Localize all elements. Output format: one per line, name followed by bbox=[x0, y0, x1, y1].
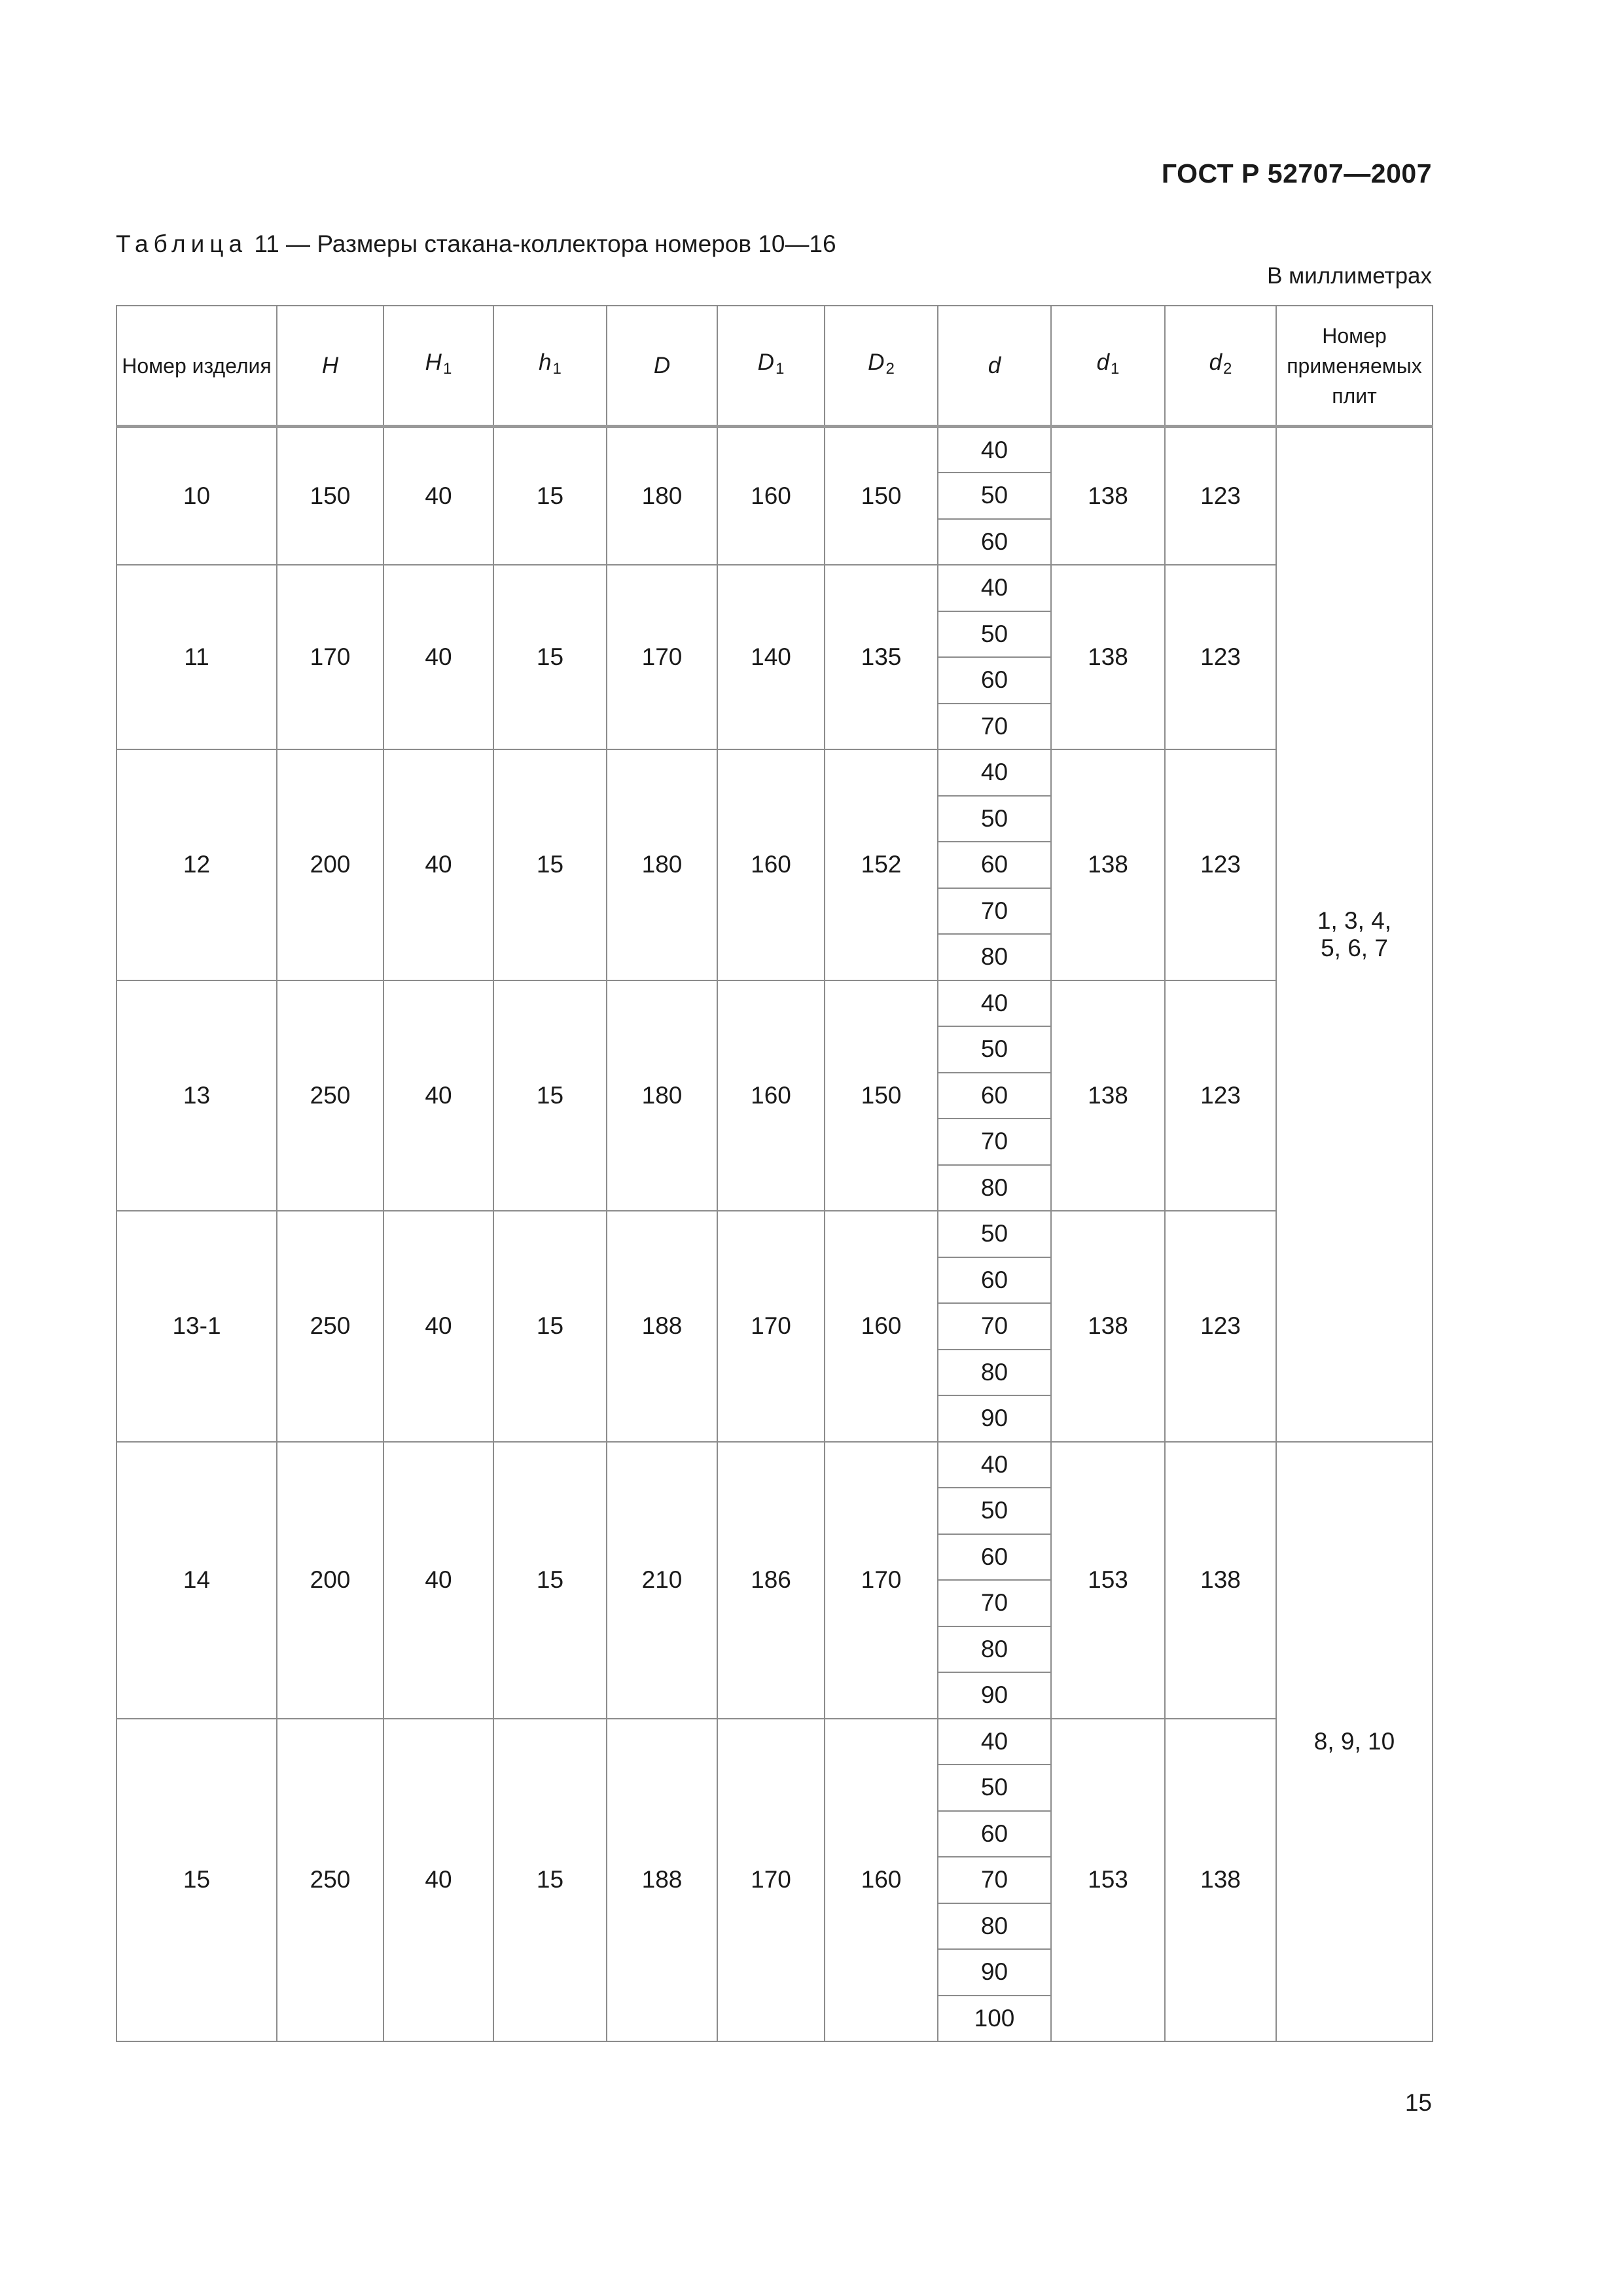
dimension-cell: 138 bbox=[1051, 427, 1165, 565]
d-value-cell: 50 bbox=[938, 473, 1051, 519]
column-symbol: d bbox=[1209, 349, 1222, 375]
column-header bbox=[277, 306, 383, 427]
d-value-cell: 80 bbox=[938, 1903, 1051, 1950]
column-subscript: 2 bbox=[1223, 359, 1232, 378]
d-value-cell: 50 bbox=[938, 611, 1051, 658]
column-header bbox=[717, 306, 825, 427]
d-value-cell: 100 bbox=[938, 1996, 1051, 2042]
d-value-cell: 80 bbox=[938, 1350, 1051, 1396]
dimension-cell: 138 bbox=[1051, 565, 1165, 749]
product-number-cell: 14 bbox=[116, 1442, 277, 1719]
dimension-cell: 250 bbox=[277, 1719, 383, 2042]
dimension-cell: 138 bbox=[1165, 1442, 1276, 1719]
dimension-cell: 40 bbox=[383, 427, 493, 565]
dimension-cell: 15 bbox=[493, 749, 607, 980]
column-header-label: Номер изделия bbox=[122, 353, 272, 378]
table-caption-text: 11 — Размеры стакана-коллектора номеров 10—16 bbox=[247, 230, 836, 257]
dimension-cell: 210 bbox=[607, 1442, 717, 1719]
plate-numbers-cell bbox=[1276, 1442, 1433, 2042]
dimension-cell: 140 bbox=[717, 565, 825, 749]
d-value-cell: 50 bbox=[938, 1026, 1051, 1073]
d-value-cell: 50 bbox=[938, 1765, 1051, 1811]
dimension-cell: 15 bbox=[493, 427, 607, 565]
page-number: 15 bbox=[1404, 2089, 1432, 2116]
plate-numbers-line: 1, 3, 4, bbox=[1317, 906, 1392, 934]
column-subscript: 1 bbox=[775, 359, 785, 378]
d-value-cell: 80 bbox=[938, 1626, 1051, 1673]
column-symbol: D bbox=[757, 349, 774, 375]
dimension-cell: 170 bbox=[607, 565, 717, 749]
dimension-cell: 160 bbox=[825, 1211, 938, 1442]
d-value-cell: 80 bbox=[938, 1165, 1051, 1211]
d-value-cell: 50 bbox=[938, 1488, 1051, 1534]
dimension-cell: 150 bbox=[277, 427, 383, 565]
dimension-cell: 123 bbox=[1165, 749, 1276, 980]
column-header bbox=[493, 306, 607, 427]
d-value-cell: 70 bbox=[938, 704, 1051, 750]
dimension-cell: 180 bbox=[607, 749, 717, 980]
table-row bbox=[116, 1211, 1433, 1257]
column-symbol: H bbox=[425, 349, 442, 375]
d-value-cell: 40 bbox=[938, 1442, 1051, 1488]
table-caption bbox=[116, 230, 836, 258]
column-symbol: d bbox=[988, 352, 1001, 378]
dimension-cell: 200 bbox=[277, 749, 383, 980]
d-value-cell: 60 bbox=[938, 1257, 1051, 1304]
d-value-cell: 70 bbox=[938, 1857, 1051, 1903]
d-value-cell: 60 bbox=[938, 842, 1051, 888]
column-header bbox=[825, 306, 938, 427]
column-header bbox=[116, 306, 277, 427]
dimension-cell: 153 bbox=[1051, 1442, 1165, 1719]
dimension-cell: 40 bbox=[383, 749, 493, 980]
dimension-cell: 123 bbox=[1165, 980, 1276, 1211]
dimension-cell: 188 bbox=[607, 1719, 717, 2042]
dimension-cell: 40 bbox=[383, 980, 493, 1211]
column-symbol: h bbox=[539, 349, 552, 375]
dimension-cell: 180 bbox=[607, 980, 717, 1211]
plate-numbers-line: 8, 9, 10 bbox=[1313, 1727, 1395, 1755]
column-symbol: D bbox=[653, 352, 671, 378]
d-value-cell: 40 bbox=[938, 749, 1051, 796]
d-value-cell: 60 bbox=[938, 519, 1051, 565]
d-value-cell: 70 bbox=[938, 888, 1051, 935]
dimensions-table bbox=[116, 305, 1433, 2042]
table-row bbox=[116, 749, 1433, 796]
d-value-cell: 60 bbox=[938, 1811, 1051, 1857]
dimension-cell: 153 bbox=[1051, 1719, 1165, 2042]
column-header bbox=[1165, 306, 1276, 427]
product-number-cell: 13 bbox=[116, 980, 277, 1211]
d-value-cell: 50 bbox=[938, 796, 1051, 842]
d-value-cell: 50 bbox=[938, 1211, 1051, 1257]
dimension-cell: 15 bbox=[493, 1442, 607, 1719]
header-row bbox=[116, 306, 1433, 427]
column-header bbox=[1276, 306, 1433, 427]
column-header bbox=[1051, 306, 1165, 427]
dimension-cell: 170 bbox=[825, 1442, 938, 1719]
table-row bbox=[116, 980, 1433, 1027]
dimension-cell: 40 bbox=[383, 1211, 493, 1442]
dimension-cell: 40 bbox=[383, 565, 493, 749]
dimension-cell: 150 bbox=[825, 427, 938, 565]
dimension-cell: 15 bbox=[493, 1719, 607, 2042]
dimension-cell: 160 bbox=[717, 427, 825, 565]
d-value-cell: 80 bbox=[938, 934, 1051, 980]
d-value-cell: 90 bbox=[938, 1395, 1051, 1442]
dimension-cell: 138 bbox=[1051, 980, 1165, 1211]
dimension-cell: 160 bbox=[717, 980, 825, 1211]
table-body bbox=[116, 427, 1433, 2042]
dimension-cell: 250 bbox=[277, 980, 383, 1211]
dimension-cell: 170 bbox=[717, 1719, 825, 2042]
dimension-cell: 135 bbox=[825, 565, 938, 749]
d-value-cell: 60 bbox=[938, 1534, 1051, 1581]
product-number-cell: 15 bbox=[116, 1719, 277, 2042]
dimension-cell: 170 bbox=[717, 1211, 825, 1442]
d-value-cell: 40 bbox=[938, 565, 1051, 611]
dimension-cell: 123 bbox=[1165, 1211, 1276, 1442]
dimension-cell: 200 bbox=[277, 1442, 383, 1719]
column-symbol: D bbox=[868, 349, 885, 375]
dimension-cell: 160 bbox=[717, 749, 825, 980]
column-header bbox=[938, 306, 1051, 427]
column-header-label: Номер применяемых плит bbox=[1287, 323, 1422, 408]
column-header bbox=[607, 306, 717, 427]
dimension-cell: 188 bbox=[607, 1211, 717, 1442]
dimension-cell: 40 bbox=[383, 1442, 493, 1719]
d-value-cell: 40 bbox=[938, 427, 1051, 473]
dimension-cell: 123 bbox=[1165, 427, 1276, 565]
plate-numbers-cell bbox=[1276, 427, 1433, 1442]
column-header bbox=[383, 306, 493, 427]
column-symbol: H bbox=[321, 352, 339, 378]
column-subscript: 1 bbox=[552, 359, 562, 378]
dimension-cell: 15 bbox=[493, 565, 607, 749]
d-value-cell: 60 bbox=[938, 657, 1051, 704]
dimension-cell: 152 bbox=[825, 749, 938, 980]
d-value-cell: 70 bbox=[938, 1303, 1051, 1350]
d-value-cell: 90 bbox=[938, 1949, 1051, 1996]
standard-designation: ГОСТ Р 52707—2007 bbox=[1161, 158, 1432, 188]
dimension-cell: 170 bbox=[277, 565, 383, 749]
product-number-cell: 10 bbox=[116, 427, 277, 565]
column-subscript: 1 bbox=[1111, 359, 1120, 378]
dimension-cell: 138 bbox=[1165, 1719, 1276, 2042]
dimension-cell: 138 bbox=[1051, 749, 1165, 980]
dimension-cell: 250 bbox=[277, 1211, 383, 1442]
table-row bbox=[116, 1719, 1433, 1765]
table-caption-word: Таблица bbox=[116, 230, 248, 257]
dimension-cell: 150 bbox=[825, 980, 938, 1211]
dimension-cell: 186 bbox=[717, 1442, 825, 1719]
table-row bbox=[116, 1442, 1433, 1488]
product-number-cell: 11 bbox=[116, 565, 277, 749]
column-subscript: 2 bbox=[885, 359, 895, 378]
plate-numbers-line: 5, 6, 7 bbox=[1321, 934, 1388, 961]
d-value-cell: 70 bbox=[938, 1119, 1051, 1165]
d-value-cell: 90 bbox=[938, 1672, 1051, 1719]
product-number-cell: 12 bbox=[116, 749, 277, 980]
dimension-cell: 15 bbox=[493, 980, 607, 1211]
table-row bbox=[116, 565, 1433, 611]
dimension-cell: 160 bbox=[825, 1719, 938, 2042]
dimension-cell: 180 bbox=[607, 427, 717, 565]
dimension-cell: 15 bbox=[493, 1211, 607, 1442]
d-value-cell: 40 bbox=[938, 980, 1051, 1027]
d-value-cell: 60 bbox=[938, 1073, 1051, 1119]
d-value-cell: 40 bbox=[938, 1719, 1051, 1765]
dimension-cell: 40 bbox=[383, 1719, 493, 2042]
product-number-cell: 13-1 bbox=[116, 1211, 277, 1442]
column-subscript: 1 bbox=[442, 359, 452, 378]
units-note: В миллиметрах bbox=[1267, 263, 1432, 289]
dimension-cell: 138 bbox=[1051, 1211, 1165, 1442]
dimension-cell: 123 bbox=[1165, 565, 1276, 749]
column-symbol: d bbox=[1096, 349, 1110, 375]
d-value-cell: 70 bbox=[938, 1580, 1051, 1626]
table-row bbox=[116, 427, 1433, 473]
